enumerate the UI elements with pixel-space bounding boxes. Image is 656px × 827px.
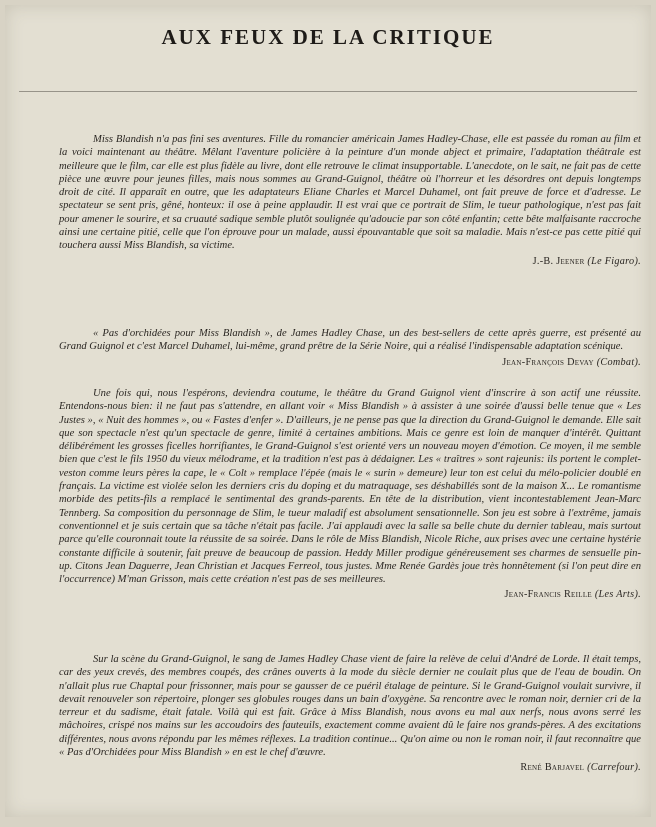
page-title: AUX FEUX DE LA CRITIQUE (161, 25, 495, 49)
review-text: Une fois qui, nous l'espérons, deviendra coutume, le théâtre du Grand Guignol vient d'inscrire à son actif une réussite. Entendons-nous bien: il ne faut pas s'attendre, en allant voir « Miss Blandish » à assister à une soirée d'aussi belle tenue que « Les Justes », « Nuit des hommes », ou « Fastes d'enfer ». D'ailleurs, je ne pense pas que la direction du Grand-Guignol le demande. Elle sait que son spectacle n'est qu'un spectacle de genre, limité à certaines ambitions. Mais ce genre est loin de manquer d'intérêt. Quittant délibérément les grosses ficelles horrifiantes, le Grand-Guignol s'est orienté vers un nouveau moyen d'émotion. Ce moyen, il me semble bien que c'est le fils 1950 du vieux mélodrame, et la tradition n'est pas à dédaigner. Les « traîtres » sont rajeunis: ils portent le complet-veston comme leurs pères la cape, le « Colt » remplace l'épée (mais le « surin » demeure) leur ton est celui du mélo-policier doublé en français. La victime est violée selon les derniers cris du doping et du matraquage, ses déshabillés sont de la maison X... Le romantisme morbide des petits-fils a remplacé le sentimental des grands-parents. En tête de la distribution, vient incontestablement Jean-Marc Tennberg. Sa composition du personnage de Slim, le tueur maladif est absolument sensationnelle. Son jeu est sobre à l'extrême, jamais conventionnel et je suis certain que sa tâche n'était pas facile. J'ai applaudi avec la salle sa belle chute du dernier tableau, mais surtout parce qu'elle couronnait toute la réussite de sa soirée. Dans le rôle de Miss Blandish, Nicole Riche, aux prises avec une certaine hystérie constante difficile à soutenir, fait preuve de beaucoup de passion. Heddy Miller prodigue généreusement ses charmes de sensuelle pin-up. Citons Jean Daguerre, Jean Christian et Jacques Ferreol, tous justes. Mme Renée Gardès joue très honnêtement (si l'on peut dire en l'occurrence) M'man Grisson, mais cette création n'est pas de ses meilleures. (59, 388, 641, 586)
review-text: « Pas d'orchidées pour Miss Blandish », de James Hadley Chase, un des best-sellers de cette après guerre, est présenté au Grand Guignol et c'est Marcel Duhamel, lui-même, grand prêtre de la Série Noire, qui a réalisé l'indispensable adaptation scénique. (59, 328, 641, 353)
review-reille (59, 387, 641, 600)
title-divider (19, 91, 637, 92)
review-author: Jean-François Devay (502, 356, 594, 368)
review-devay (59, 327, 641, 368)
review-publication: (Les Arts). (594, 589, 641, 601)
review-publication: (Le Figaro). (587, 255, 641, 267)
review-text: Miss Blandish n'a pas fini ses aventures. Fille du romancier américain James Hadley-Chase, elle est passée du roman au film et la voici maintenant au théâtre. Mêlant l'aventure policière à la peinture d'un monde abject et primaire, l'adaptation théâtrale est meilleure que le film, car elle est plus fidèle au livre, dont elle retrouve le climat insupportable. L'anecdote, on le sait, ne fait pas de cette pièce une œuvre pour jeunes filles, mais nous sommes au Grand-Guignol, théâtre où l'horreur et les désordres ont depuis longtemps droit de cité. Il apparaît en outre, que les adaptateurs Eliane Charles et Marcel Duhamel, ont fait preuve de force et d'adresse. Le spectateur se sent pris, gêné, honteux: il ose à peine applaudir. Il est vrai que ce portrait de Slim, le tueur pathologique, n'est pas fait pour amener le sourire, et sa cruauté sadique semble plutôt soulignée qu'adoucie par son côté enfantin; cette bête malfaisante raccroche ainsi une certaine pitié, celle que l'on éprouve pour un malade, aussi épouvantable que soit sa maladie. Mais n'est-ce pas cette pitié qui touchera aussi Miss Blandish, sa victime. (59, 134, 641, 252)
review-text: Sur la scène du Grand-Guignol, le sang de James Hadley Chase vient de faire la relève de celui d'André de Lorde. Il était temps, car des yeux crevés, des membres coupés, des crânes ouverts à la mode du siècle dernier ne coulait plus que de l'eau de boudin. On n'allait plus rue Chaptal pour frissonner, mais pour se gausser de ce puéril étalage de peinture. Si le Grand-Guignol voulait survivre, il devait renouveler son répertoire, plonger ses globules rouges dans un bain d'oxygène. Sa rencontre avec le roman noir, dernier cri de la terreur et du sadisme, était fatale. Voilà qui est fait. Grâce à Miss Blandish, nous avons eu mal aux nerfs, nous avons serré les mâchoires, crispé nos mains sur les accoudoirs des fauteuils, exactement comme avaient dû le faire nos grands-pères. A des excitations différentes, nous avons répondu par les mêmes réflexes. La tradition continue... Qu'on aime ou non le roman noir, il faut reconnaître que « Pas d'Orchidées pour Miss Blandish » en est le chef d'œuvre. (59, 654, 641, 759)
review-publication: (Combat). (596, 356, 641, 368)
review-barjavel (59, 653, 641, 773)
review-signature (59, 762, 641, 773)
review-author: René Barjavel (520, 762, 585, 774)
review-signature (59, 357, 641, 368)
review-publication: (Carrefour). (587, 762, 641, 774)
magazine-page (5, 5, 651, 817)
review-signature (59, 256, 641, 267)
review-author: Jean-Francis Reille (504, 589, 592, 601)
review-signature (59, 589, 641, 600)
review-author: J.-B. Jeener (532, 255, 585, 267)
review-jeener (59, 133, 641, 267)
